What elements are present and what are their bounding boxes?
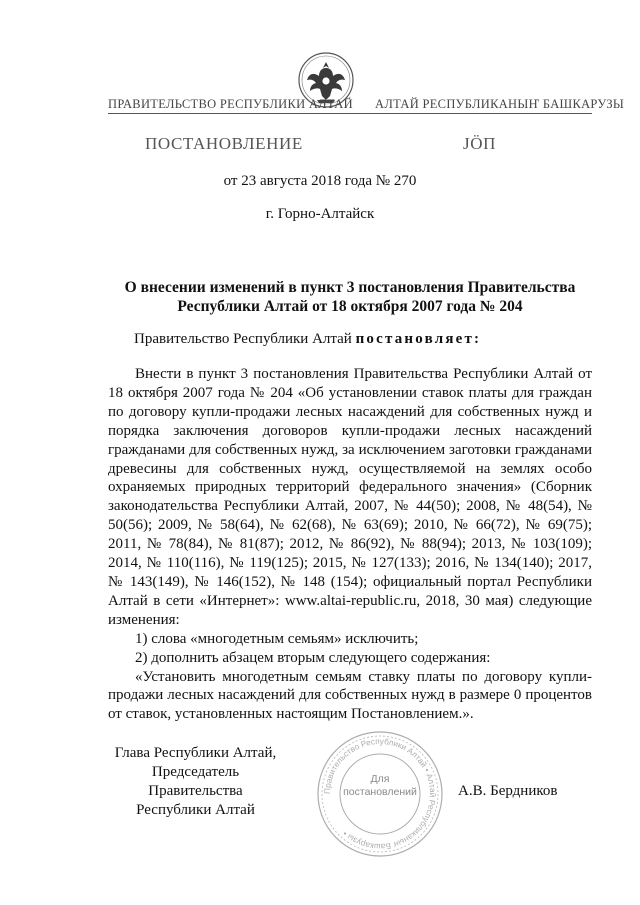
stamp-ring-text: Правительство Республики Алтай • Алтай Республиканыҥ Башкарузы •	[322, 736, 438, 852]
stamp-center-line-2: постановлений	[343, 786, 417, 798]
header-divider	[108, 113, 592, 114]
quoted-addition: «Установить многодетным семьям ставку платы по договору купли-продажи лесных насаждений для собственных нужд в размере 0 процентов от ставок, установленных настоящим Постановлением.».	[108, 668, 592, 723]
preamble	[134, 331, 481, 348]
document-body	[108, 365, 592, 724]
title-line-1: О внесении изменений в пункт 3 постановления Правительства	[124, 279, 576, 296]
government-name-altai: АЛТАЙ РЕСПУБЛИКАНЫҤ БАШКАРУЗЫ	[375, 97, 625, 111]
signatory-title	[108, 744, 283, 820]
main-paragraph: Внести в пункт 3 постановления Правительства Республики Алтай от 18 октября 2007 года № 204 «Об установлении ставок платы для граждан по договору купли-продажи лесных насаждений для собственных нужд и порядка заключения договоров купли-продажи лесных насаждений гражданами для собственных нужд, за исключением заготовки гражданами древесины для собственных нужд, осуществляемой на землях особо охраняемых природных территорий федерального значения» (Сборник законодательства Республики Алтай, 2007, № 44(50); 2008, № 48(54), № 50(56); 2009, № 58(64), № 62(68), № 63(69); 2010, № 66(72), № 69(75); 2011, № 78(84), № 81(87); 2012, № 86(92), № 88(94); 2013, № 103(109); 2014, № 110(116), № 119(125); 2015, № 127(133); 2016, № 134(140); 2017, № 143(149), № 146(152), № 148 (154); официальный портал Республики Алтай в сети «Интернет»: www.altai-republic.ru, 2018, 30 мая) следующие изменения:	[108, 366, 592, 628]
government-name-russian: ПРАВИТЕЛЬСТВО РЕСПУБЛИКИ АЛТАЙ	[108, 97, 353, 111]
document-type-russian: ПОСТАНОВЛЕНИЕ	[145, 134, 303, 153]
signatory-line-2: Председатель Правительства	[148, 764, 243, 799]
signatory-line-1: Глава Республики Алтай,	[114, 745, 277, 761]
preamble-text: Правительство Республики Алтай	[134, 331, 352, 347]
document-city: г. Горно-Алтайск	[265, 206, 375, 222]
document-type-altai: ЈӦП	[463, 134, 496, 153]
preamble-resolves: постановляет:	[355, 331, 482, 347]
stamp-center-text	[316, 773, 444, 799]
title-line-2: Республики Алтай от 18 октября 2007 года № 204	[177, 297, 523, 315]
document-title	[108, 279, 592, 316]
document-date-number: от 23 августа 2018 года № 270	[223, 173, 417, 189]
stamp-center-line-1: Для	[370, 773, 390, 785]
signatory-line-3: Республики Алтай	[136, 802, 255, 818]
list-item-2: 2) дополнить абзацем вторым следующего содержания:	[135, 649, 491, 666]
list-item-1: 1) слова «многодетным семьям» исключить;	[135, 630, 419, 647]
signatory-name: А.В. Бердников	[458, 783, 558, 799]
